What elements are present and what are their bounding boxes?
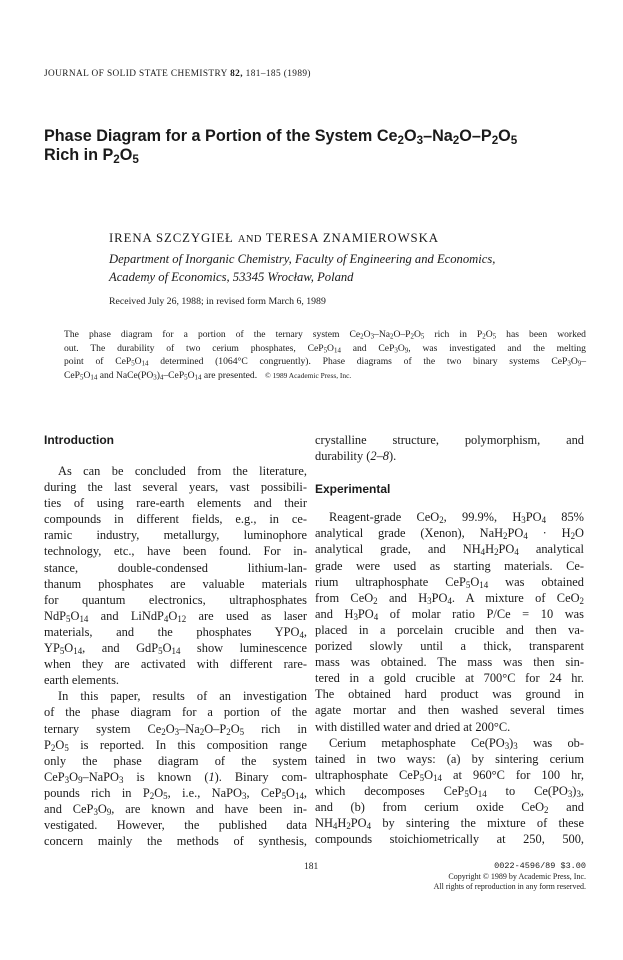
text-line: pounds rich in $P_2O_5$, i.e., NaPO$_3$, $CeP_5O_{14}$,: [44, 785, 307, 802]
text-line: earth elements.: [44, 673, 119, 688]
affiliation-line-1: Department of Inorganic Chemistry, Faculty of Engineering and Economics,: [109, 252, 496, 266]
text-line: only the phase diagram of the system: [44, 753, 307, 768]
text-line: grade were used as starting materials. Ce-: [315, 558, 584, 573]
text-line: analytical grade, and $NH_4H_2PO_4$ analytical: [315, 542, 584, 558]
experimental-paragraph-1: [315, 509, 584, 734]
text-line: ties of using rare-earth elements and their: [44, 496, 307, 511]
text-line: mass was obtained. The mass was then sin-: [315, 655, 584, 670]
abstract-line: The phase diagram for a portion of the ternary system $Ce_2O_3-Na_2O-P_2O_5$ rich in $P_2O_5$ has been worked: [64, 329, 586, 341]
text-line: rium ultraphosphate $CeP_5O_{14}$ was obtained: [315, 574, 584, 590]
text-line: during the last several years, vast possibili-: [44, 480, 307, 495]
experimental-paragraph-2: [315, 735, 584, 848]
text-line: of the phase diagram for a portion of the: [44, 705, 307, 720]
left-column: [44, 432, 307, 849]
journal-pages: 181–185 (1989): [245, 69, 311, 79]
abstract-line: out. The durability of two cerium phosphates, $CeP_5O_{14}$ and $CeP_3O_9$, was investigated and the melting: [64, 342, 586, 355]
text-line: analytical grade (Xenon), $NaH_2PO_4 \cdot H_2O$: [315, 526, 584, 542]
text-line: which decomposes $CeP_5O_{14}$ to $Ce(PO_3)_3$,: [315, 783, 584, 800]
copyright-footer: [434, 861, 586, 893]
text-line: In this paper, results of an investigation: [58, 689, 307, 704]
text-line: ultraphosphate $CeP_5O_{14}$ at 960°C for 100 hr,: [315, 767, 584, 783]
text-line: tered in a gold crucible at 700°C for 24 hr.: [315, 671, 584, 686]
text-line: $NdP_5O_{14}$ and $LiNdP_4O_{12}$ are used as laser: [44, 608, 307, 625]
text-line: ramic industry, metallurgy, luminophore: [44, 528, 307, 543]
footer-rights: All rights of reproduction in any form reserved.: [433, 882, 586, 891]
text-line: placed in a porcelain crucible and then va-: [315, 622, 584, 637]
text-line: $P_2O_5$ is reported. In this composition range: [44, 737, 307, 753]
text-line: and $H_3PO_4$ of molar ratio P/Ce = 10 was: [315, 606, 585, 623]
text-line: materials, and the phosphates $YPO_4$,: [44, 624, 307, 641]
text-line: when they are activated with different rare-: [44, 657, 307, 672]
introduction-heading: Introduction: [44, 433, 114, 447]
text-line: Reagent-grade CeO$_2$, 99.9%, $H_3PO_4$ 85%: [329, 510, 584, 526]
text-line: and $CeP_3O_9$, are known and have been in-: [44, 801, 307, 818]
text-line: porized slowly until a thick, transparent: [315, 639, 584, 654]
abstract: [64, 328, 586, 382]
text-line: thanum phosphates are valuable materials: [44, 576, 307, 591]
footer-copyright: Copyright © 1989 by Academic Press, Inc.: [448, 871, 586, 881]
text-line: tained in two ways: (a) by sintering cerium: [315, 751, 584, 766]
text-line: compounds stoichiometrically at 250, 500,: [315, 832, 584, 847]
text-line: and (b) from cerium oxide CeO$_2$ and: [315, 799, 584, 816]
author-1: IRENA SZCZYGIEŁ: [109, 231, 234, 245]
abstract-line: point of $CeP_5O_{14}$ determined (1064°C congruently). Phase diagrams of the two binary systems $CeP_3O_9-$: [64, 356, 586, 368]
text-line: from CeO$_2$ and $H_3PO_4$. A mixture of CeO$_2$: [315, 590, 584, 606]
text-line: concern mainly the methods of synthesis,: [44, 834, 307, 849]
section-gap: [315, 464, 584, 481]
text-line: Cerium metaphosphate $Ce(PO_3)_3$ was ob-: [329, 735, 584, 751]
text-line: technology, etc., have been found. For in-: [44, 544, 307, 559]
author-conjunction: AND: [237, 234, 262, 245]
issn-price: 0022-4596/89 $3.00: [494, 861, 586, 871]
text-line: $NH_4H_2PO_4$ by sintering the mixture of these: [315, 816, 584, 832]
journal-name: JOURNAL OF SOLID STATE CHEMISTRY: [44, 69, 228, 79]
author-line: [109, 231, 439, 246]
author-2: TERESA ZNAMIEROWSKA: [265, 231, 439, 245]
journal-header: [44, 69, 311, 79]
text-line: with distilled water and dried at 200°C.: [315, 719, 511, 734]
article-title: Phase Diagram for a Portion of the System $Ce_2O_3-Na_2O-P_2O_5$ Rich in $P_2O_5$: [44, 127, 518, 166]
abstract-copyright: © 1989 Academic Press, Inc.: [265, 370, 352, 380]
text-line: The obtained hard product was ground in: [315, 687, 584, 702]
affiliation: [109, 251, 579, 286]
received-date: Received July 26, 1988; in revised form March 6, 1989: [109, 296, 326, 307]
intro-paragraph-1: [44, 463, 307, 688]
intro-paragraph-2: [44, 688, 307, 849]
intro-continuation: [315, 432, 584, 464]
text-line: vestigated. However, the published data: [44, 818, 307, 833]
text-line: durability (2–8).: [315, 449, 397, 464]
text-line: stance, double-condensed lithium-lan-: [44, 560, 307, 575]
text-line: crystalline structure, polymorphism, and: [315, 433, 584, 447]
affiliation-line-2: Academy of Economics, 53345 Wrocław, Poland: [109, 269, 354, 284]
abstract-line: $CeP_5O_{14}$ and $NaCe(PO_3)_4-CeP_5O_{14}$ are presented.: [64, 369, 258, 382]
right-column: [315, 432, 584, 847]
text-line: $CeP_3O_9-NaPO_3$ is known (1). Binary com-: [44, 769, 307, 785]
experimental-heading: Experimental: [315, 482, 391, 497]
text-line: for quantum electronics, ultraphosphates: [44, 592, 307, 607]
text-line: As can be concluded from the literature,: [58, 464, 307, 478]
text-line: ternary system $Ce_2O_3-Na_2O-P_2O_5$ rich in: [44, 721, 307, 737]
abstract-last-line: [64, 369, 586, 383]
text-line: $YP_5O_{14}$, and $GdP_5O_{14}$ show luminescence: [44, 641, 307, 657]
text-line: compounds in different fields, e.g., in ce-: [44, 512, 307, 527]
page-number: 181: [304, 862, 319, 872]
journal-volume: 82,: [230, 69, 243, 79]
text-line: agate mortar and then washed several times: [315, 703, 584, 718]
